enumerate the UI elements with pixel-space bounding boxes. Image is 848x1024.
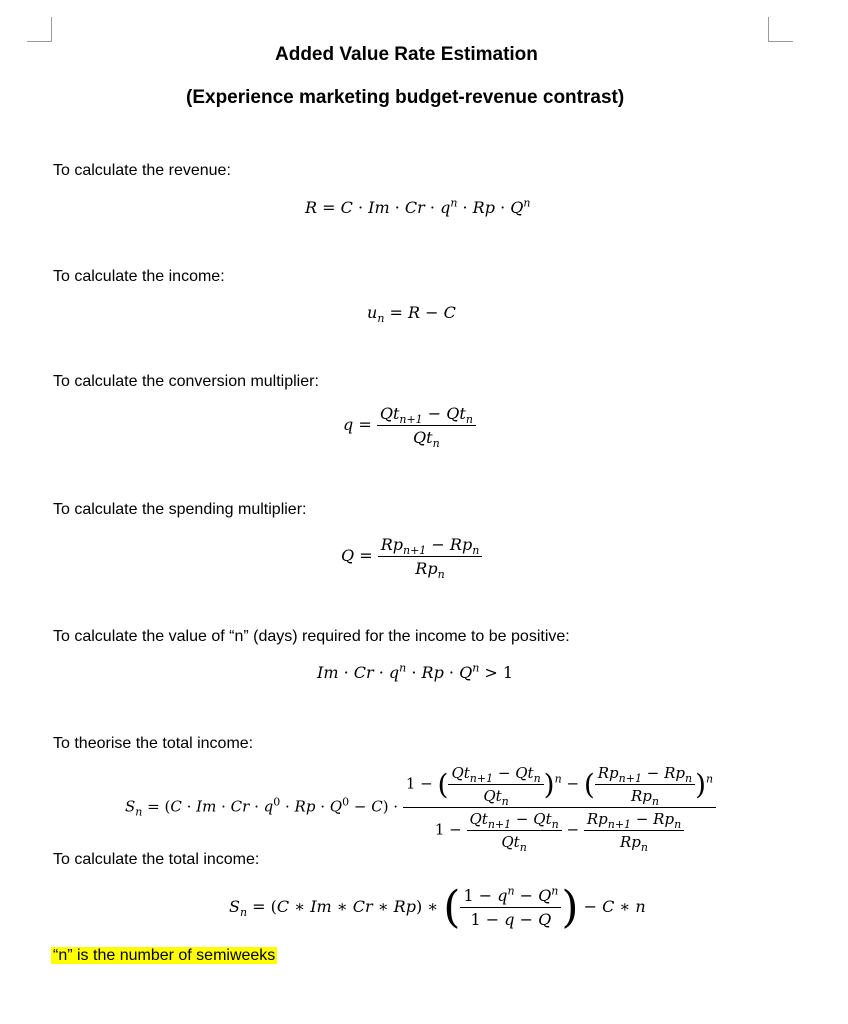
page-corner-mark-top-right [768,17,793,42]
page-subtitle: (Experience marketing budget-revenue contrast) [186,87,625,108]
semiweeks-note: “n” is the number of semiweeks [53,947,276,964]
income-label: To calculate the income: [53,268,225,285]
revenue-label: To calculate the revenue: [53,162,231,179]
n-value-formula: $Im \cdot Cr \cdot q^n \cdot Rp \cdot Q^n > 1$ [317,661,514,682]
conversion-label: To calculate the conversion multiplier: [53,373,319,390]
page-title: Added Value Rate Estimation [275,44,538,65]
note-highlight [51,947,277,965]
conversion-formula: q = $\frac{Qt_{n+1} - Qt_n}{Qt_n}$ [343,404,476,447]
total-formula: $S_n = (C$ ∗ Im ∗ Cr ∗ Rp) ∗ ( $\frac{1 - q^n - Q^n}{1 - q - Q}$ ) − C ∗ n [229,882,646,933]
revenue-formula: $R = C \cdot Im \cdot Cr \cdot q^n \cdot Rp \cdot Q^n$ [305,196,531,217]
spending-label: To calculate the spending multiplier: [53,501,307,518]
spending-formula: Q = $\frac{Rp_{n+1} - Rp_n}{Rp_n}$ [341,535,482,578]
n-value-label: To calculate the value of “n” (days) required for the income to be positive: [53,628,570,645]
theorise-label: To theorise the total income: [53,735,254,752]
page-corner-mark-top-left [27,17,52,42]
income-formula: $u_n = R - C$ [367,303,456,326]
total-label: To calculate the total income: [53,851,260,868]
theorise-formula: $S_n = (C \cdot Im \cdot Cr \cdot q^0 \cdot Rp \cdot Q^0 - C)$ · 1 − ( $\frac{Qt_{n+1} - Qt_n}{Qt_n}$ )$^n$ − ( $\frac{Rp_{n+1} - Rp_n}{Rp_n}$ )$^n$ 1 − $\frac{Qt_{n+1} - Qt_n}{Qt_n}$ − $\frac{Rp_{n+1} - Rp_n}{Rp_n}$ [125,764,716,851]
